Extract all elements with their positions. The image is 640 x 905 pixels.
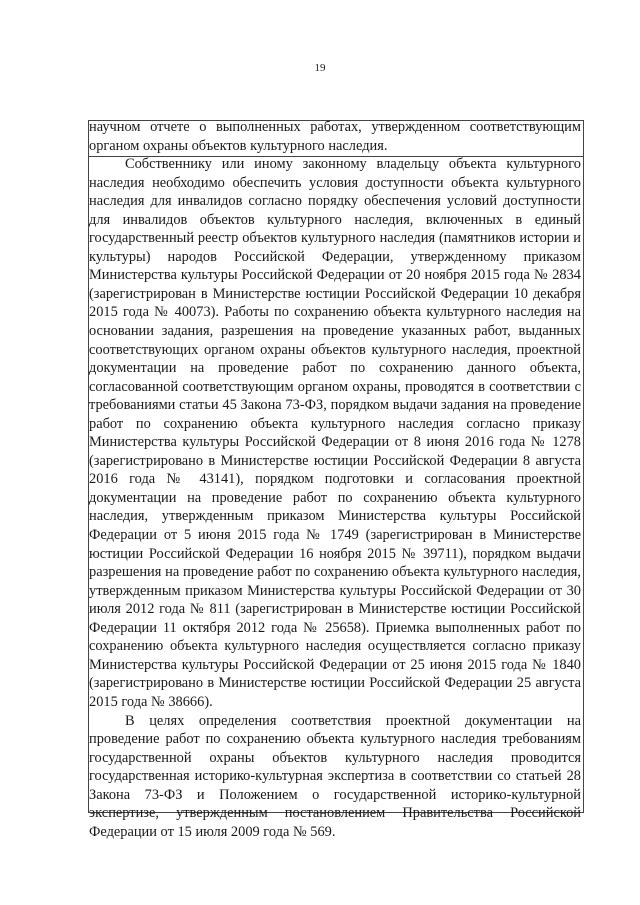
paragraph-owner-obligations: Собственнику или иному законному владельцу объекта культурного наследия необходимо обеспечить условия доступности объекта культурного наследия для инвалидов согласно порядку обеспечения условий доступности для инвалидов объектов культурного наследия, включенных в единый государственный реестр объектов культурного наследия (памятников истории и культуры) народов Российской Федерации, утвержденному приказом Министерства культуры Российской Федерации от 20 ноября 2015 года № 2834 (зарегистрирован в Министерстве юстиции Российской Федерации 10 декабря 2015 года № 40073). Работы по сохранению объекта культурного наследия на основании задания, разрешения на проведение указанных работ, выданных соответствующих органом охраны объектов культурного наследия, проектной документации на проведение работ по сохранению данного объекта, согласованной соответствующим органом охраны, проводятся в соответствии с требованиями статьи 45 Закона 73-ФЗ, порядком выдачи задания на проведение работ по сохранению объекта культурного наследия согласно приказу Министерства культуры Российской Федерации от 8 июня 2016 года № 1278 (зарегистрировано в Министерстве юстиции Российской Федерации 8 августа 2016 года № 43141), порядком подготовки и согласования проектной документации на проведение работ по сохранению объекта культурного наследия, утвержденным приказом Министерства культуры Российской Федерации от 5 июня 2015 года № 1749 (зарегистрирован в Министерстве юстиции Российской Федерации 16 ноября 2015 № 39711), порядком выдачи разрешения на проведение работ по сохранению объекта культурного наследия, утвержденным приказом Министерства культуры Российской Федерации от 30 июля 2012 года № 811 (зарегистрирован в Министерстве юстиции Российской Федерации 11 октября 2012 года № 25658). Приемка выполненных работ по сохранению объекта культурного наследия осуществляется согласно приказу Министерства культуры Российской Федерации от 25 июня 2015 года № 1840 (зарегистрировано в Министерстве юстиции Российской Федерации 25 августа 2015 года № 38666). [89,156,581,710]
page-number: 19 [314,62,326,74]
document-body [89,118,581,841]
paragraph-expertise: В целях определения соответствия проектной документации на проведение работ по сохранению объекта культурного наследия требованиям государственной охраны объектов культурного наследия проводится государственная историко-культурная экспертиза в соответствии со статьей 28 Закона 73-ФЗ и Положением о государственной историко-культурной экспертизе, утвержденным постановлением Правительства Российской Федерации от 15 июля 2009 года № 569. [89,712,581,840]
paragraph-continuation: научном отчете о выполненных работах, утвержденном соответствующим органом охраны объектов культурного наследия. [89,119,581,154]
